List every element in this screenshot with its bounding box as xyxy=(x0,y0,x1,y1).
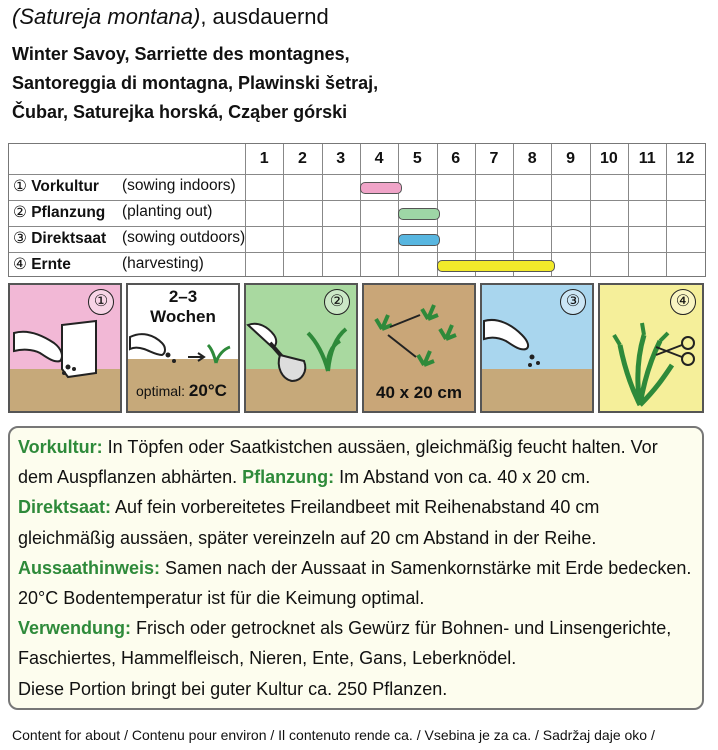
step-number-1: ① xyxy=(88,289,114,315)
month-header: 6 xyxy=(451,150,461,167)
calendar-bar-vorkultur xyxy=(360,182,402,194)
row-label xyxy=(13,255,204,274)
month-header: 11 xyxy=(638,150,656,167)
row-number: ③ xyxy=(13,230,27,247)
row-number: ① xyxy=(13,178,27,195)
month-gridline xyxy=(322,144,323,276)
names-line: Winter Savoy, Sarriette des montagnes, xyxy=(12,44,350,64)
weeks-range: 2–3 xyxy=(168,287,198,306)
month-header: 10 xyxy=(599,150,618,167)
row-english: (sowing indoors) xyxy=(122,177,236,194)
month-header: 9 xyxy=(566,150,575,167)
step-number-2: ② xyxy=(324,289,350,315)
step-number-3: ③ xyxy=(560,289,586,315)
row-label xyxy=(13,229,246,248)
species-title xyxy=(12,4,329,30)
row-english: (harvesting) xyxy=(122,255,204,272)
latin-name: (Satureja montana) xyxy=(12,4,201,29)
content-footer: Content for about / Contenu pour environ / Il contenuto rende ca. / Vsebina je za ca. / Sadržaj daje oko / xyxy=(12,727,655,743)
aussaat-text: Samen nach der Aussaat in Samenkornstärke mit Erde bedecken. 20°C Bodentemperatur ist für die Keimung optimal. xyxy=(18,557,692,609)
calendar-row-ernte xyxy=(9,252,705,278)
calendar-row-pflanzung xyxy=(9,200,705,226)
tile-direktsaat xyxy=(480,283,594,413)
row-number: ② xyxy=(13,204,27,221)
month-header: 3 xyxy=(336,150,346,167)
row-title: Direktsaat xyxy=(31,230,107,247)
vorkultur-text: In Töpfen oder Saatkistchen aussäen, gleichmäßig feucht halten. Vor dem Auspflanzen abhärten. xyxy=(18,437,658,488)
direktsaat-text: Auf fein vorbereitetes Freilandbeet mit Reihenabstand 40 cm gleichmäßig aussäen, später vereinzeln auf 20 cm Abstand in der Reihe. xyxy=(18,497,600,548)
month-header: 12 xyxy=(676,150,695,167)
tile-spacing xyxy=(362,283,476,413)
title-suffix: , ausdauernd xyxy=(200,4,329,29)
direktsaat-key: Direktsaat: xyxy=(18,497,112,518)
month-header: 4 xyxy=(374,150,384,167)
calendar-row-vorkultur xyxy=(9,174,705,200)
month-gridline xyxy=(360,144,361,276)
vorkultur-key: Vorkultur: xyxy=(18,437,103,457)
calendar-bar-pflanzung xyxy=(398,208,440,220)
month-header: 1 xyxy=(259,150,269,167)
row-english: (planting out) xyxy=(122,203,213,220)
optimal-label: optimal: xyxy=(136,383,186,399)
row-title: Vorkultur xyxy=(31,178,99,195)
pflanzung-text: Im Abstand von ca. 40 x 20 cm. xyxy=(334,467,591,488)
tile-vorkultur xyxy=(8,283,122,413)
tile-germination xyxy=(126,283,240,413)
month-gridline xyxy=(475,144,476,276)
row-label xyxy=(13,177,236,196)
row-title: Pflanzung xyxy=(31,204,106,221)
verwendung-text: Frisch oder getrocknet als Gewürz für Bohnen- und Linsengerichte, Faschiertes, Hammelfleisch, Nieren, Ente, Gans, Leberknödel. xyxy=(18,618,672,669)
names-line: Santoreggia di montagna, Plawinski šetraj, xyxy=(12,73,379,93)
month-gridline xyxy=(551,144,552,276)
common-names xyxy=(12,40,378,127)
month-header: 5 xyxy=(412,150,422,167)
row-label xyxy=(13,203,213,222)
month-header: 8 xyxy=(527,150,537,167)
optimal-temp xyxy=(136,381,227,401)
calendar-bar-direktsaat xyxy=(398,234,440,246)
aussaat-key: Aussaathinweis: xyxy=(18,557,161,578)
portion-text: Diese Portion bringt bei guter Kultur ca. 250 Pflanzen. xyxy=(18,678,448,699)
optimal-temp-value: 20°C xyxy=(188,381,227,400)
row-english: (sowing outdoors) xyxy=(122,229,246,246)
month-header: 7 xyxy=(489,150,499,167)
tile-ernte xyxy=(598,283,704,413)
step-number-4: ④ xyxy=(670,289,696,315)
month-gridline xyxy=(513,144,514,276)
month-gridline xyxy=(590,144,591,276)
pflanzung-key: Pflanzung: xyxy=(242,467,335,488)
names-line: Čubar, Saturejka horská, Cząber górski xyxy=(12,102,348,122)
spacing-label: 40 x 20 cm xyxy=(375,383,462,402)
month-gridline xyxy=(666,144,667,276)
row-number: ④ xyxy=(13,256,27,273)
month-gridline xyxy=(628,144,629,276)
calendar-bar-ernte xyxy=(437,260,556,272)
weeks-label: Wochen xyxy=(150,307,216,326)
tile-pflanzung xyxy=(244,283,358,413)
month-header: 2 xyxy=(297,150,307,167)
sowing-calendar xyxy=(8,143,706,277)
instructions-paragraph xyxy=(18,432,694,704)
month-gridline xyxy=(283,144,284,276)
row-title: Ernte xyxy=(31,256,71,273)
calendar-row-direktsaat xyxy=(9,226,705,252)
instruction-pictograms xyxy=(8,283,708,413)
instructions-box xyxy=(8,426,704,710)
verwendung-key: Verwendung: xyxy=(18,618,132,639)
